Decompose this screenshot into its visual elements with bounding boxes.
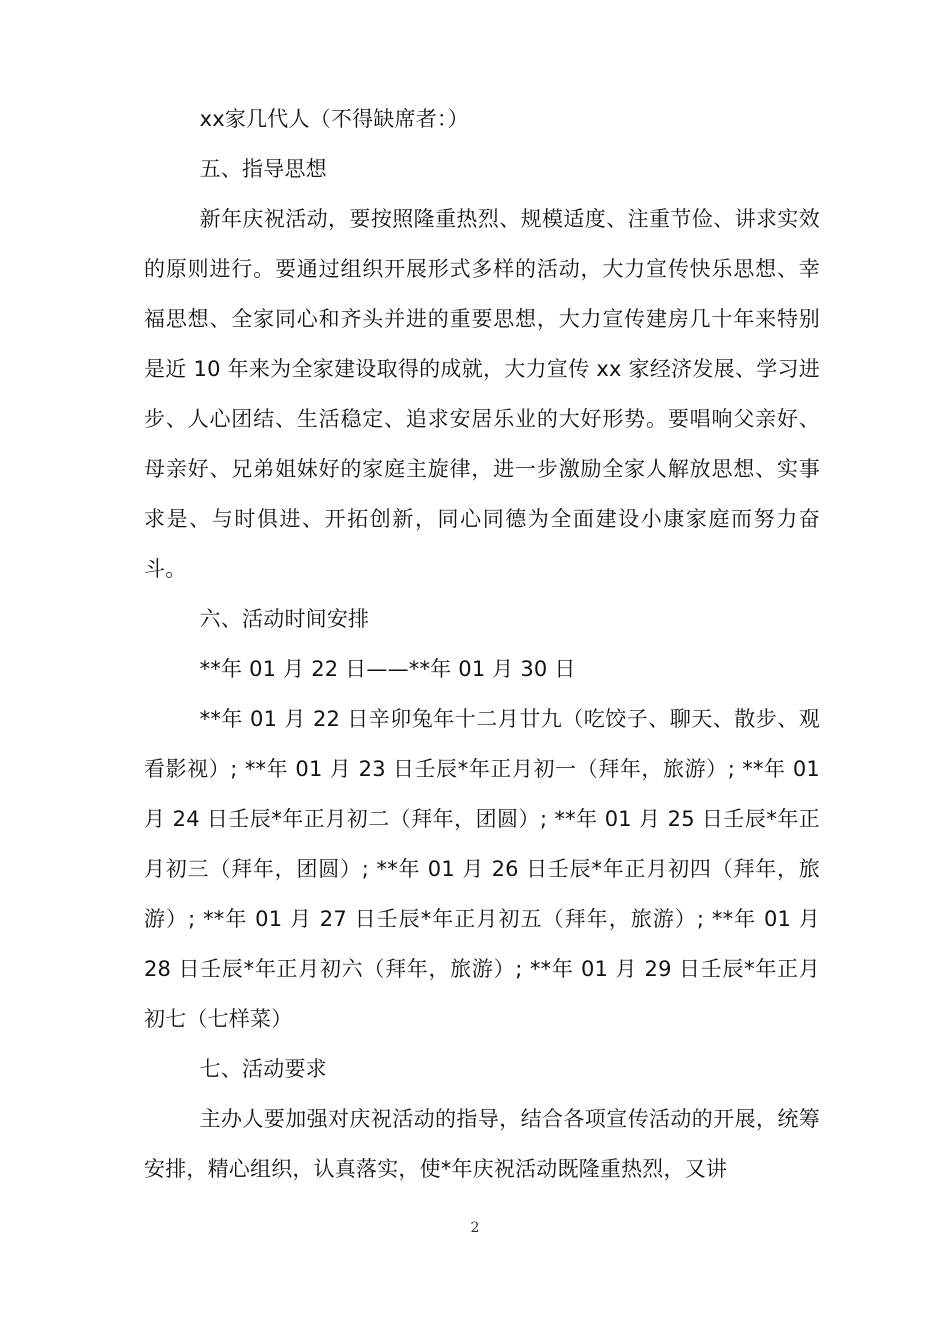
section-heading-guiding-ideology: 五、指导思想	[199, 157, 327, 181]
section-heading-schedule: 六、活动时间安排	[199, 607, 370, 631]
attendee-line: xx家几代人（不得缺席者：）	[199, 107, 469, 131]
paragraph-guiding-ideology: 新年庆祝活动，要按照隆重热烈、规模适度、注重节俭、讲求实效的原则进行。要通过组织开展形式多样的活动，大力宣传快乐思想、幸福思想、全家同心和齐头并进的重要思想，大力宣传建房几十年来特别是近 10 年来为全家建设取得的成就，大力宣传 xx 家经济发展、学习进步、人心团结、生活稳定、追求安居乐业的大好形势。要唱响父亲好、母亲好、兄弟姐妹好的家庭主旋律，进一步激励全家人解放思想、实事求是、与时俱进、开拓创新，同心同德为全面建设小康家庭而努力奋斗。	[144, 207, 820, 581]
schedule-date-range: **年 01 月 22 日——**年 01 月 30 日	[199, 657, 576, 681]
document-body	[144, 94, 820, 1194]
page-number: 2	[470, 1220, 480, 1236]
paragraph-schedule-details: **年 01 月 22 日辛卯兔年十二月廿九（吃饺子、聊天、散步、观看影视）; **年 01 月 23 日壬辰*年正月初一（拜年，旅游）; **年 01 月 24 日壬辰*年正月初二（拜年，团圆）; **年 01 月 25 日壬辰*年正月初三（拜年，团圆）; **年 01 月 26 日壬辰*年正月初四（拜年，旅游）; **年 01 月 27 日壬辰*年正月初五（拜年，旅游）; **年 01 月 28 日壬辰*年正月初六（拜年，旅游）; **年 01 月 29 日壬辰*年正月初七（七样菜）	[144, 707, 820, 1031]
paragraph-requirements: 主办人要加强对庆祝活动的指导，结合各项宣传活动的开展，统筹安排，精心组织，认真落实，使*年庆祝活动既隆重热烈，又讲	[144, 1107, 820, 1181]
section-heading-requirements: 七、活动要求	[199, 1057, 327, 1081]
